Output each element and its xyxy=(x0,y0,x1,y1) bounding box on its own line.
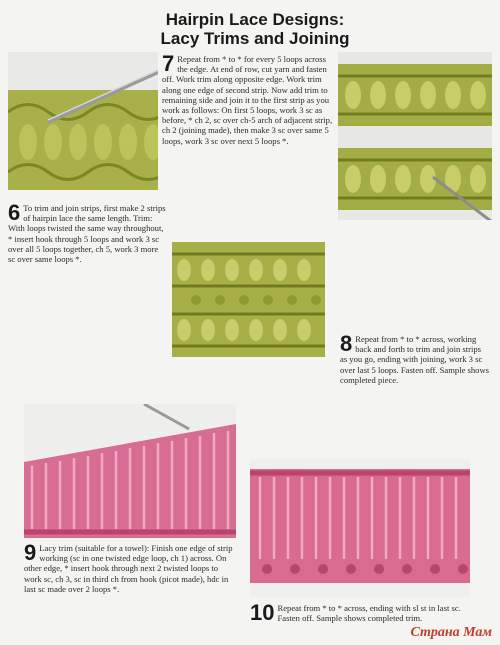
step-8-text: Repeat from * to * across, working back and forth to trim and join strips as you go, ending with joining, work 3 sc over last 5 loops. Fasten off. Sample shows completed piece. xyxy=(340,334,490,385)
step-6 xyxy=(8,200,166,265)
step-9-text: Lacy trim (suitable for a towel): Finish one edge of strip working (sc in one twisted edge loop, ch 1) across. On other edge, * insert hook through next 2 twisted loops to work sc, ch 3, sc in third ch from hook (picot made), hdc in last sc made over 2 loops *. xyxy=(24,543,233,594)
step-9 xyxy=(24,540,234,594)
watermark: Страна Мам xyxy=(410,625,492,640)
step-8-number: 8 xyxy=(340,331,353,356)
step-6-number: 6 xyxy=(8,200,21,225)
photo-pink-completed-trim xyxy=(250,459,470,597)
photo-green-joined-piece xyxy=(172,242,325,357)
step-7-text: Repeat from * to * for every 5 loops across the edge. At end of row, cut yarn and fasten off. Work trim along opposite edge. Work trim along one edge of second strip. Now add trim to remaining side and join it to the first strip as you work as follows: On first 5 loops, work 3 sc as before, * ch 2, sc over ch-5 arch of adjacent strip, ch 2 (joining made), then make 3 sc over same 5 loops, work 3 sc over next 5 loops *. xyxy=(162,54,333,146)
step-10-number: 10 xyxy=(250,600,275,625)
step-9-number: 9 xyxy=(24,540,37,565)
photo-pink-trim-with-hook xyxy=(24,404,236,538)
step-6-text: To trim and join strips, first make 2 strips of hairpin lace the same length. Trim: With loops twisted the same way throughout, * insert hook through 5 loops and work 3 sc over all 5 loops together, ch 5, work 3 more sc over same loops *. xyxy=(8,203,166,265)
title-line-2: Lacy Trims and Joining xyxy=(160,29,350,48)
step-10 xyxy=(250,600,470,625)
title-line-1: Hairpin Lace Designs: xyxy=(165,10,345,29)
step-8 xyxy=(340,331,490,385)
page-title xyxy=(130,10,380,48)
photo-green-strip-with-hook xyxy=(8,52,158,190)
step-10-text: Repeat from * to * across, ending with sl st in last sc. Fasten off. Sample shows completed trim. xyxy=(277,603,461,624)
photo-green-two-strips xyxy=(338,52,492,220)
step-7-number: 7 xyxy=(162,51,175,76)
step-7 xyxy=(162,51,334,146)
